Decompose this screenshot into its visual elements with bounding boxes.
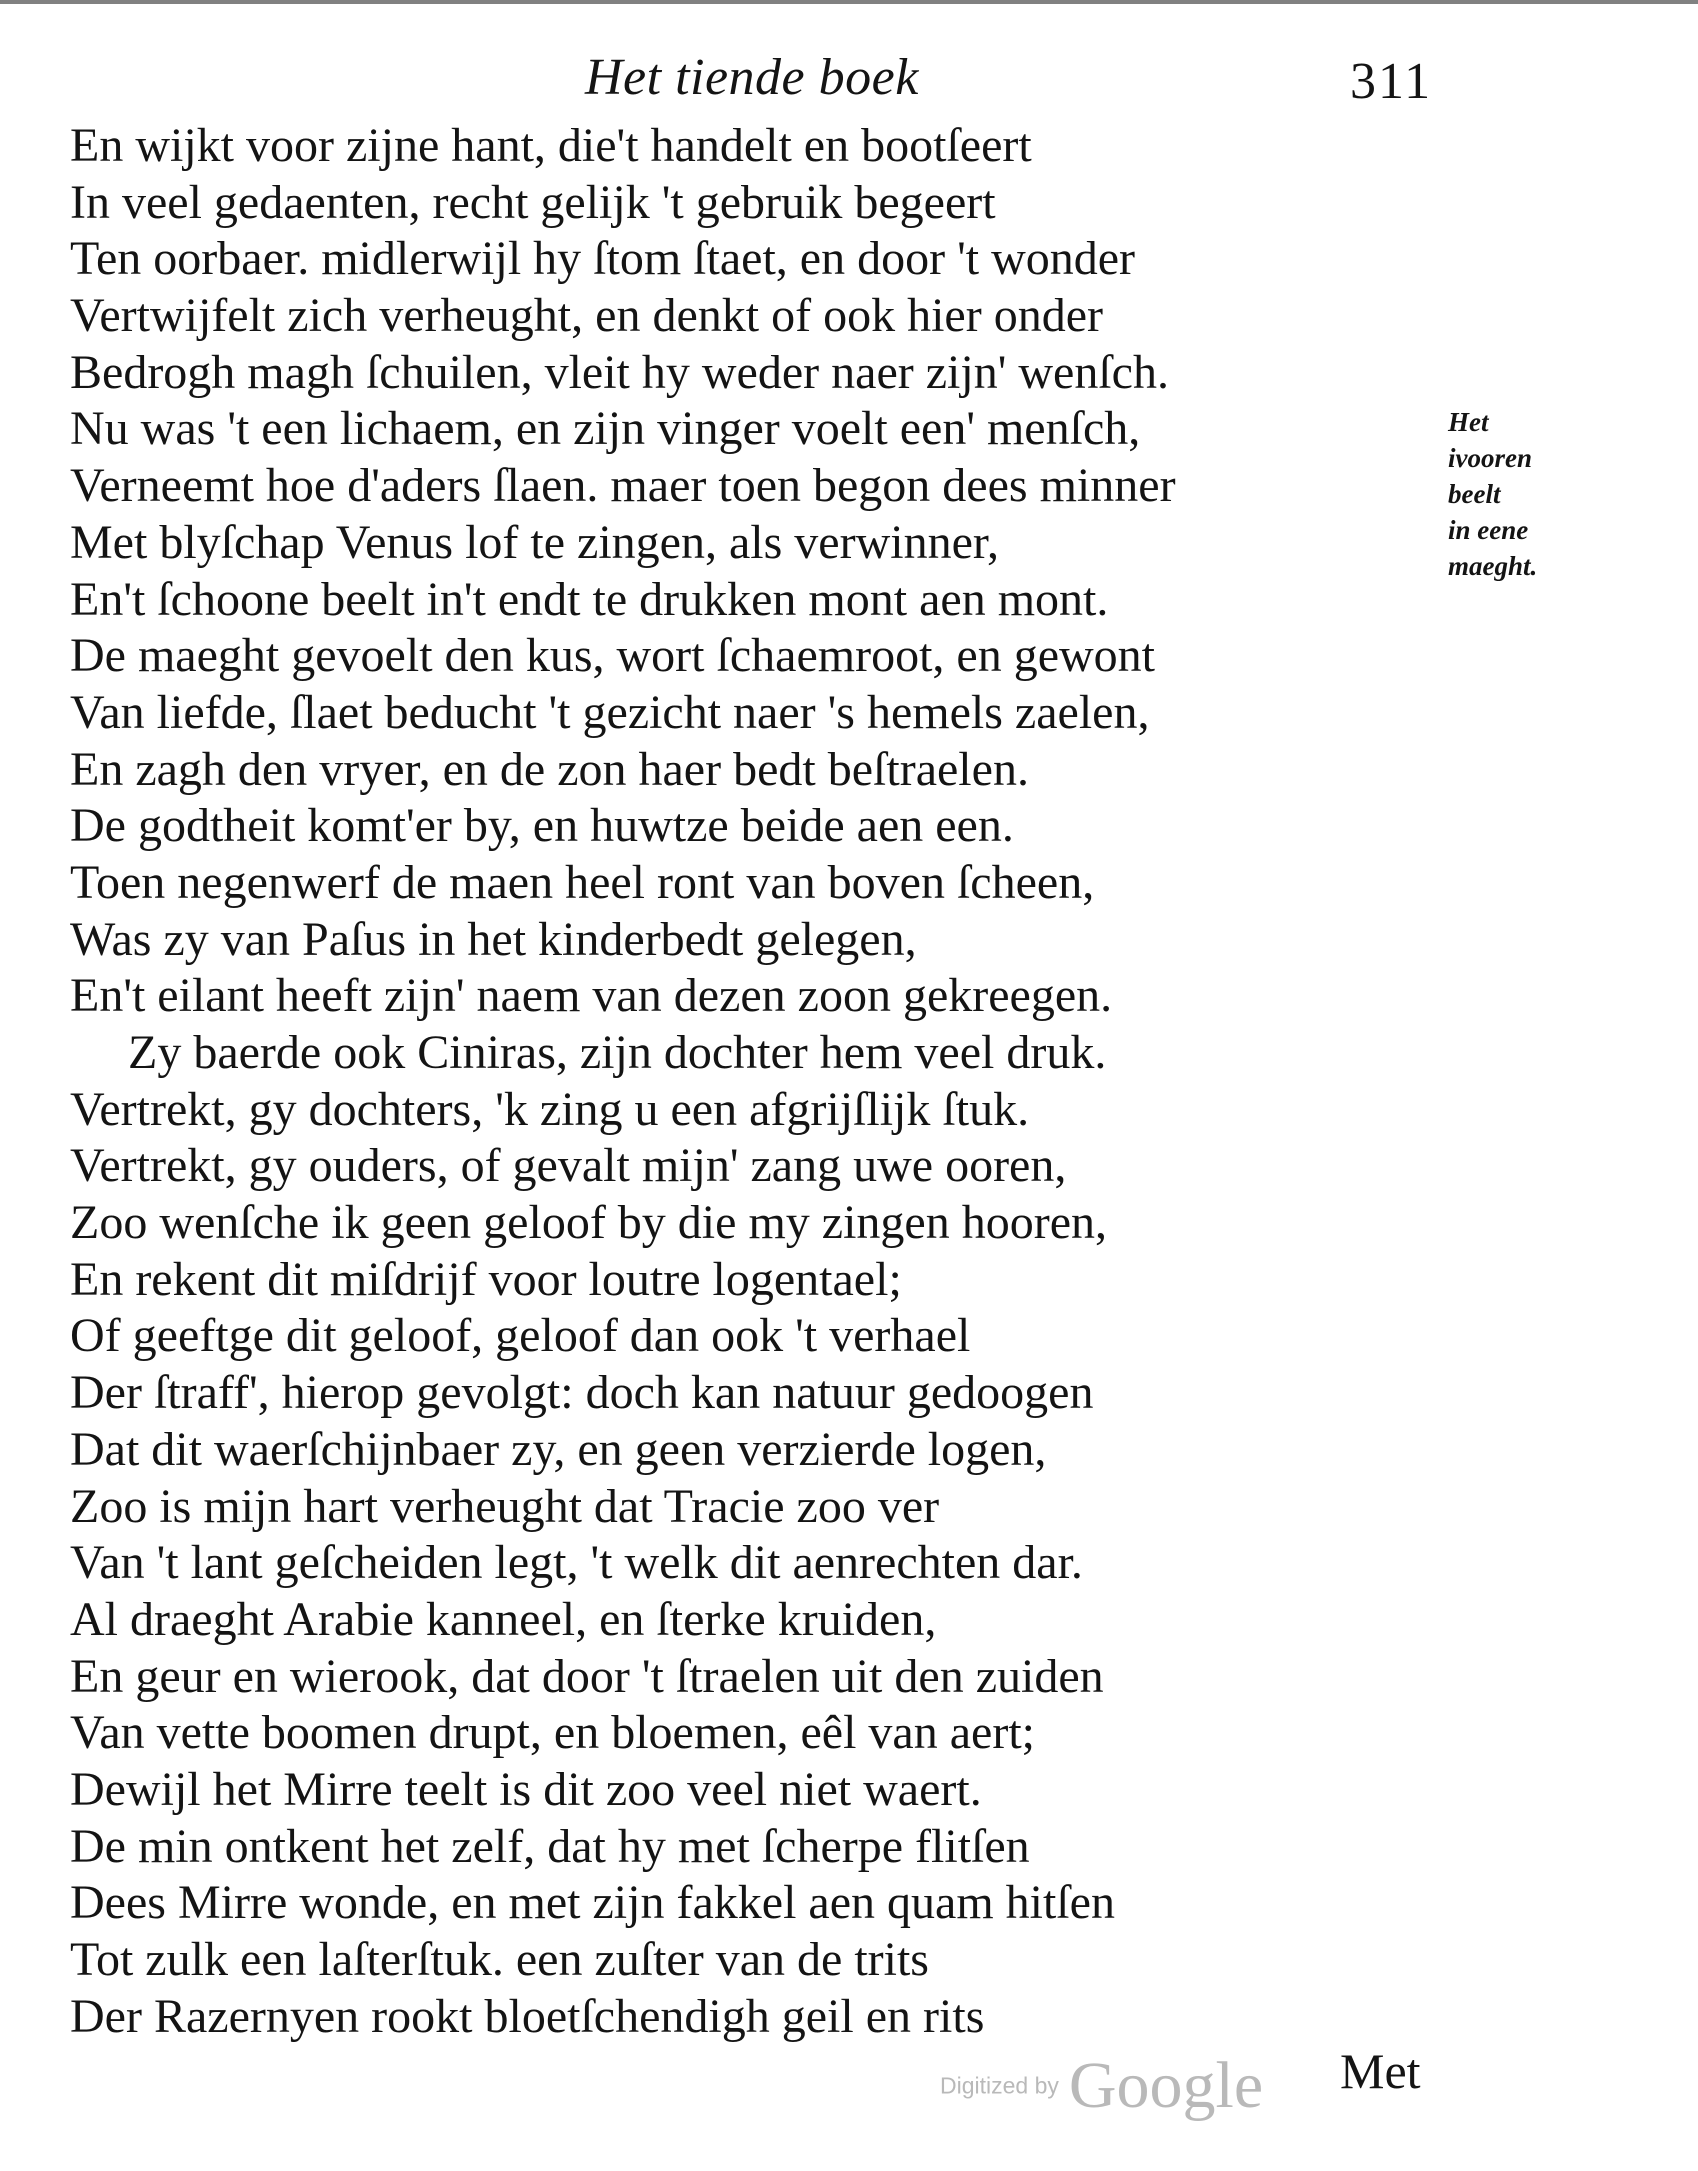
- top-edge-rule: [0, 0, 1698, 16]
- verse-line: En rekent dit miſdrijf voor loutre logentael;: [70, 1252, 902, 1306]
- verse-line: Zoo is mijn hart verheught dat Tracie zoo ver: [70, 1479, 940, 1533]
- verse-line: Van vette boomen drupt, en bloemen, eêl van aert;: [70, 1706, 1035, 1760]
- margin-note: [1448, 404, 1588, 584]
- verse-line: Der ſtraff', hierop gevolgt: doch kan natuur gedoogen: [70, 1366, 1094, 1420]
- verse-line: Tot zulk een laſterſtuk. een zuſter van de trits: [70, 1933, 929, 1986]
- verse-line: Dat dit waerſchijnbaer zy, en geen verzierde logen,: [70, 1422, 1047, 1476]
- verse-line-indented: Zy baerde ook Ciniras, zijn dochter hem veel druk.: [128, 1026, 1107, 1079]
- verse-line: In veel gedaenten, recht gelijk 't gebruik begeert: [70, 175, 996, 229]
- margin-note-line: maeght.: [1448, 551, 1538, 581]
- verse-line: Vertrekt, gy dochters, 'k zing u een afgrijſlijk ſtuk.: [70, 1082, 1030, 1136]
- verse-line: Vertwijfelt zich verheught, en denkt of ook hier onder: [70, 289, 1103, 343]
- verse-line: Van liefde, ſlaet beducht 't gezicht naer 's hemels zaelen,: [70, 685, 1150, 739]
- verse-line: Met blyſchap Venus lof te zingen, als verwinner,: [70, 515, 999, 569]
- verse-line: Zoo wenſche ik geen geloof by die my zingen hooren,: [70, 1196, 1108, 1250]
- verse-line: Verneemt hoe d'aders ſlaen. maer toen begon dees minner: [70, 459, 1176, 513]
- verse-line: Toen negenwerf de maen heel ront van boven ſcheen,: [70, 855, 1095, 909]
- verse-line: En geur en wierook, dat door 't ſtraelen uit den zuiden: [70, 1649, 1104, 1703]
- verse-line: En't eilant heeft zijn' naem van dezen zoon gekreegen.: [70, 969, 1113, 1023]
- verse-line: Der Razernyen rookt bloetſchendigh geil en rits: [70, 1989, 985, 2043]
- verse-line: En't ſchoone beelt in't endt te drukken mont aen mont.: [70, 572, 1109, 626]
- verse-line: Dewijl het Mirre teelt is dit zoo veel niet waert.: [70, 1762, 982, 1816]
- verse-line: Was zy van Paſus in het kinderbedt gelegen,: [70, 912, 917, 966]
- page-number: 311: [1350, 53, 1433, 110]
- margin-note-line: beelt: [1448, 479, 1501, 509]
- digitized-watermark: [940, 2048, 1263, 2124]
- verse-line: De min ontkent het zelf, dat hy met ſcherpe flitſen: [70, 1819, 1030, 1873]
- verse-line: De maeght gevoelt den kus, wort ſchaemroot, en gewont: [70, 629, 1156, 683]
- verse-line: Ten oorbaer. midlerwijl hy ſtom ſtaet, en door 't wonder: [70, 232, 1136, 286]
- verse-line: Nu was 't een lichaem, en zijn vinger voelt een' menſch,: [70, 402, 1141, 456]
- verse-line: Al draeght Arabie kanneel, en ſterke kruiden,: [70, 1592, 937, 1646]
- catchword: Met: [1340, 2043, 1421, 2099]
- margin-note-line: ivooren: [1448, 443, 1532, 473]
- verse-line: Dees Mirre wonde, en met zijn fakkel aen quam hitſen: [70, 1876, 1115, 1930]
- watermark-prefix: Digitized by: [940, 2072, 1059, 2099]
- running-title: Het tiende boek: [585, 49, 919, 106]
- verse-line: Bedrogh magh ſchuilen, vleit hy weder naer zijn' wenſch.: [70, 345, 1169, 399]
- margin-note-line: in eene: [1448, 515, 1529, 545]
- watermark-logo: Google: [1068, 2049, 1264, 2122]
- verse-line: En wijkt voor zijne hant, die't handelt en bootſeert: [70, 119, 1032, 172]
- verse-line: De godtheit komt'er by, en huwtze beide aen een.: [70, 799, 1014, 853]
- verse-block: [70, 118, 1400, 2045]
- verse-line: En zagh den vryer, en de zon haer bedt beſtraelen.: [70, 742, 1029, 796]
- margin-note-line: Het: [1448, 407, 1489, 437]
- verse-line: Van 't lant geſcheiden legt, 't welk dit aenrechten dar.: [70, 1536, 1083, 1590]
- verse-line: Of geeftge dit geloof, geloof dan ook 't verhael: [70, 1309, 971, 1363]
- verse-line: Vertrekt, gy ouders, of gevalt mijn' zang uwe ooren,: [70, 1139, 1067, 1193]
